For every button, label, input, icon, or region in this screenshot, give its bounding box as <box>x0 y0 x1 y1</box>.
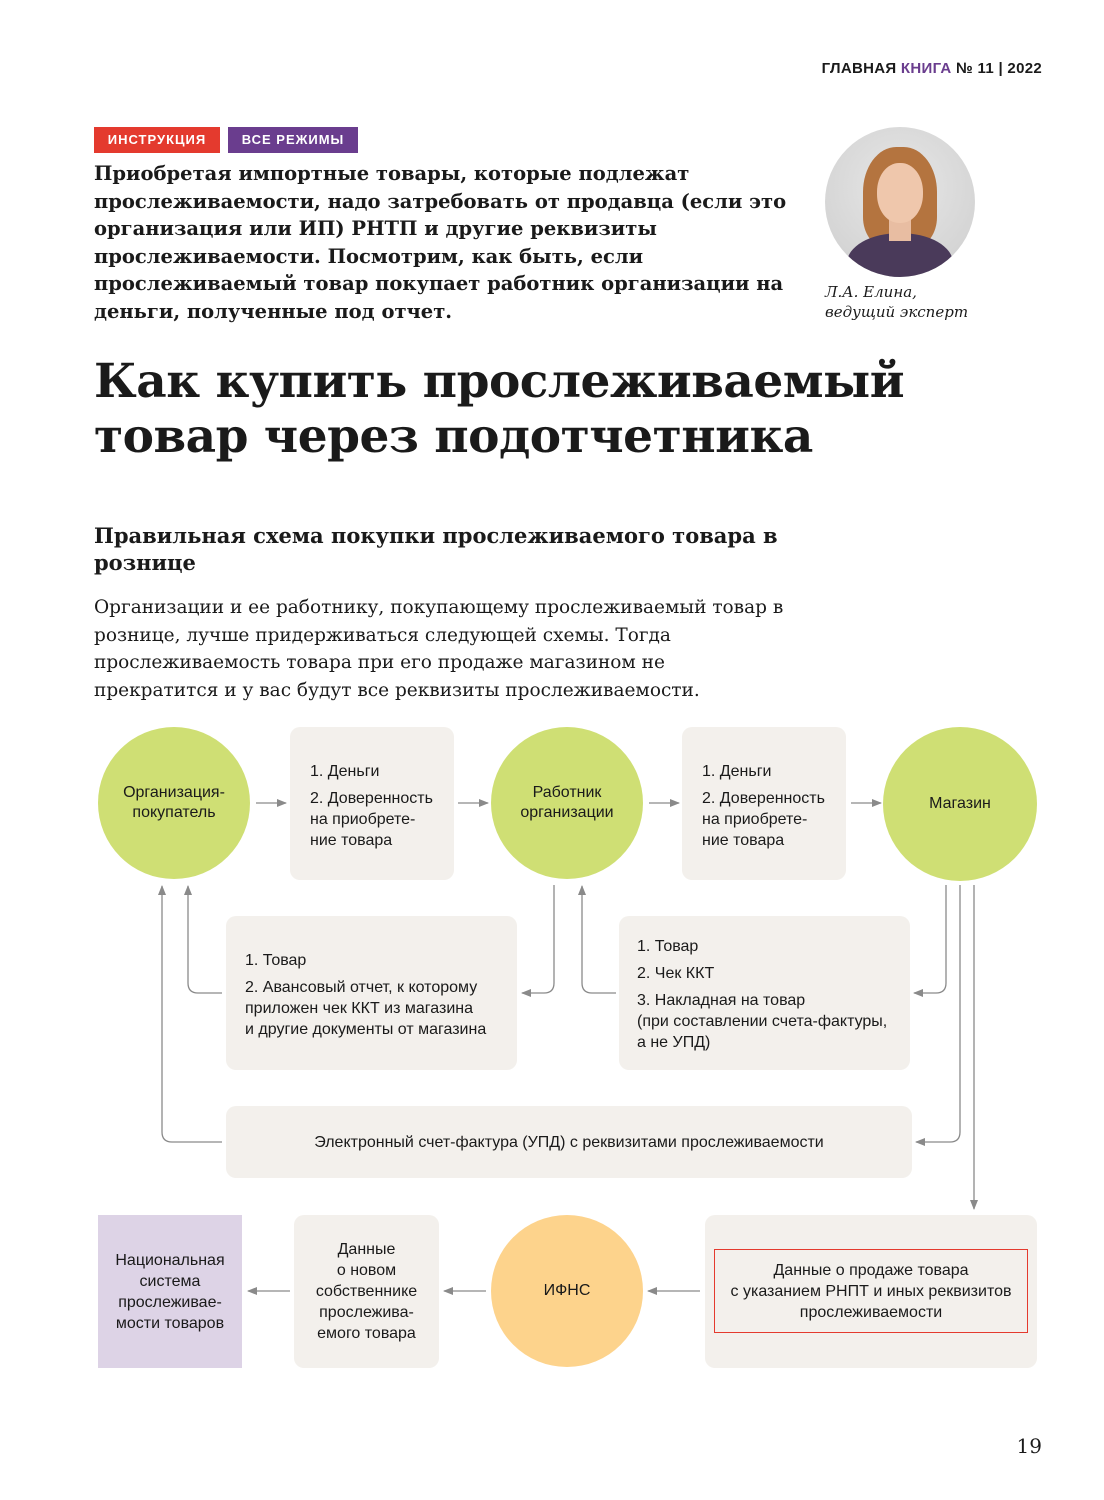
box3-item1: 1. Товар <box>245 952 307 969</box>
arrow-shop-to-box4 <box>914 885 946 993</box>
box-sale-data: Данные о продаже товара с указанием РНПТ и иных реквизитов прослеживаемости <box>714 1249 1028 1333</box>
body-paragraph: Организации и ее работнику, покупающему прослеживаемый товар в рознице, лучше придерживаться следующей схемы. Тогда прослеживаемость товара при его продаже магазином не прекратится и у вас будут все реквизиты прослеживаемости. <box>94 597 784 701</box>
box-goods-and-receipt <box>619 916 910 1070</box>
issue-number: № 11 | 2022 <box>956 60 1042 77</box>
section-subtitle: Правильная схема покупки прослеживаемого товара в рознице <box>94 523 778 575</box>
box1-item1: 1. Деньги <box>310 763 380 780</box>
box4-item3: 3. Накладная на товар (при составлении счета-фактуры, а не УПД) <box>637 992 888 1051</box>
article-title: Как купить прослеживаемый товар через подотчетника <box>94 354 905 464</box>
arrow-box4-to-employee <box>582 886 616 993</box>
box4-item1: 1. Товар <box>637 938 699 955</box>
node-org-buyer: Организация- покупатель <box>98 727 250 879</box>
author-name: Л.А. Елина, <box>825 283 917 301</box>
upd-label: Электронный счет-фактура (УПД) с реквизитами прослеживаемости <box>314 1133 824 1151</box>
arrow-upd-to-org <box>162 886 222 1142</box>
box1-item2: 2. Доверенность на приобрете- ние товара <box>310 790 433 849</box>
author-role: ведущий эксперт <box>825 303 969 321</box>
box-money-to-employee <box>290 727 454 880</box>
magazine-name-accent: КНИГА <box>900 60 952 77</box>
magazine-name: ГЛАВНАЯ <box>821 60 897 77</box>
box-national-traceability-system: Национальная система прослеживае- мости товаров <box>98 1215 242 1368</box>
box3-item2: 2. Авансовый отчет, к которому приложен чек ККТ из магазина и другие документы от магазина <box>245 979 487 1038</box>
box-electronic-invoice <box>226 1106 912 1178</box>
box-money-to-shop <box>682 727 846 880</box>
node-ifns: ИФНС <box>491 1215 643 1367</box>
arrow-employee-to-box3 <box>522 885 554 993</box>
lead-paragraph: Приобретая импортные товары, которые подлежат прослеживаемости, надо затребовать от продавца (если это организация или ИП) РНТП и другие реквизиты прослеживаемости. Посмотрим, как быть, если прослеживаемый товар покупает работник организации на деньги, полученные под отчет. <box>94 162 787 323</box>
page-number: 19 <box>1016 1434 1042 1458</box>
box2-item1: 1. Деньги <box>702 763 772 780</box>
node-shop: Магазин <box>883 727 1037 881</box>
tag-all-modes: ВСЕ РЕЖИМЫ <box>228 127 358 153</box>
tag-instruction: ИНСТРУКЦИЯ <box>94 127 220 153</box>
box-new-owner-data <box>294 1215 439 1368</box>
owner-data-label: Данные о новом собственнике прослежива- емого товара <box>315 1241 418 1342</box>
box-goods-and-report <box>226 916 517 1070</box>
box4-item2: 2. Чек ККТ <box>637 965 715 982</box>
arrow-box3-to-org <box>188 886 222 993</box>
arrow-shop-to-upd <box>916 885 960 1142</box>
node-employee: Работник организации <box>491 727 643 879</box>
box2-item2: 2. Доверенность на приобрете- ние товара <box>702 790 825 849</box>
